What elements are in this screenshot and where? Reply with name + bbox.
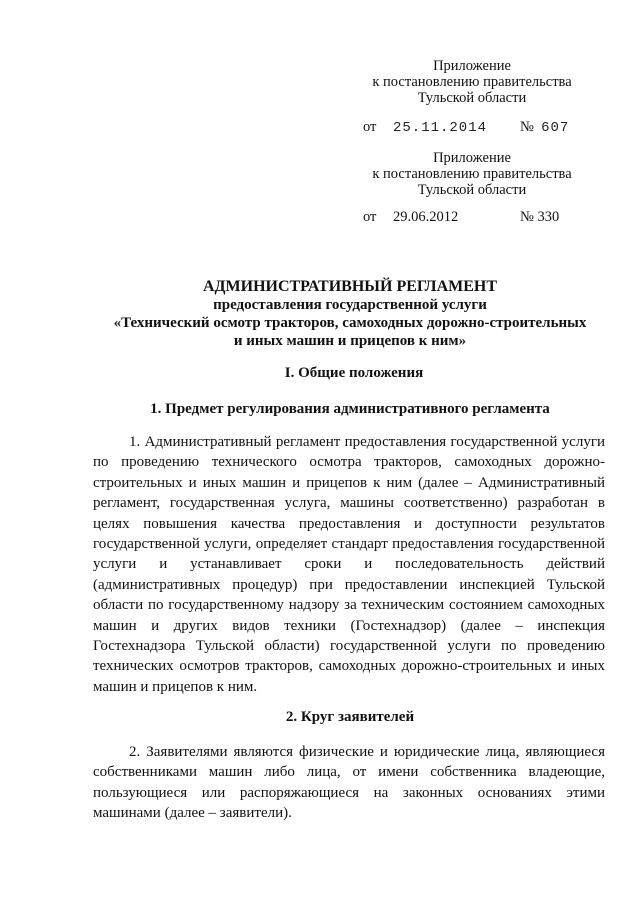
reference-date-stamp: 25.11.2014	[393, 120, 488, 136]
appendix-title: Приложение	[433, 58, 511, 74]
subsection-heading-subject: 1. Предмет регулирования административного регламента	[150, 401, 550, 417]
document-title	[50, 277, 640, 350]
reference-number-group	[520, 118, 569, 137]
section-heading-general: I. Общие положения	[284, 365, 424, 381]
appendix-title: Приложение	[433, 150, 511, 166]
resolution-reference-current	[363, 118, 570, 137]
reference-from-label: от	[363, 209, 377, 225]
appendix-region-line: Тульской области	[417, 182, 527, 198]
appendix-resolution-line: к постановлению правительства	[372, 166, 572, 182]
reference-date: 29.06.2012	[393, 209, 459, 225]
appendix-note-current	[352, 58, 592, 106]
subsection-heading-applicants: 2. Круг заявителей	[285, 709, 415, 725]
document-title-line-2: предоставления государственной услуги	[213, 297, 487, 313]
appendix-note-original	[352, 150, 592, 198]
resolution-reference-original	[363, 208, 560, 226]
reference-number-stamp: 607	[541, 120, 570, 136]
reference-from-label: от	[363, 119, 377, 135]
reference-number-group	[520, 208, 559, 226]
paragraph-2-text: 2. Заявителями являются физические и юридические лица, являющиеся собственниками машин либо лица, от имени собственника владеющие, пользующиеся или распоряжающиеся на законных основаниях этими машинами (далее – заявители).	[93, 744, 605, 822]
reference-number-label: №	[520, 119, 534, 135]
paragraph-1-text: 1. Административный регламент предоставления государственной услуги по проведению технического осмотра тракторов, самоходных дорожно-строительных и иных машин и прицепов к ним (далее – Административный регламент, государственная услуга, машины соответственно) разработан в целях повышения качества предоставления и доступности результатов государственной услуги, определяет стандарт предоставления государственной услуги и устанавливает сроки и последовательность действий (административных процедур) при предоставлении инспекцией Тульской области по государственному надзору за техническим состоянием самоходных машин и других видов техники (Гостехнадзор) (далее – инспекция Гостехнадзора Тульской области) государственной услуги по проведению технических осмотров тракторов, самоходных дорожно-строительных и иных машин и прицепов к ним.	[93, 434, 605, 695]
appendix-region-line: Тульской области	[417, 90, 527, 106]
document-title-main: АДМИНИСТРАТИВНЫЙ РЕГЛАМЕНТ	[202, 278, 498, 295]
paragraph-1	[93, 432, 605, 697]
reference-number: 330	[537, 209, 560, 225]
document-title-line-4: и иных машин и прицепов к ним»	[233, 333, 467, 349]
document-title-line-3: «Технический осмотр тракторов, самоходных дорожно-строительных	[113, 315, 587, 331]
paragraph-2	[93, 742, 605, 824]
reference-number-label: №	[520, 209, 534, 225]
appendix-resolution-line: к постановлению правительства	[372, 74, 572, 90]
